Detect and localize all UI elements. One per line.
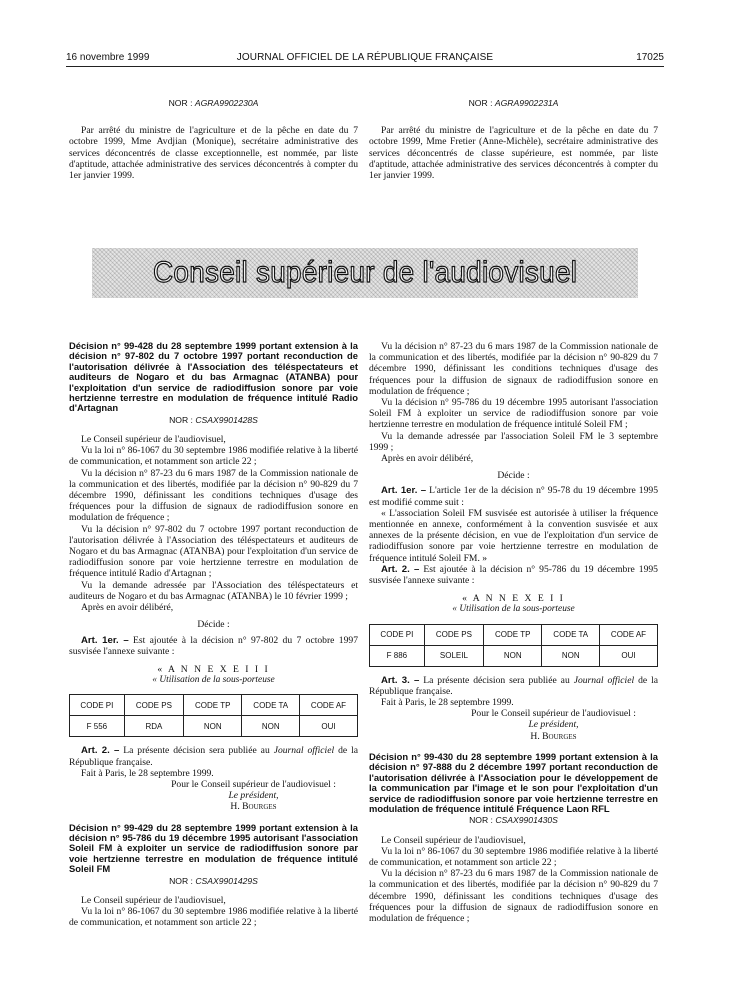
table-cell: SOLEIL — [424, 645, 483, 666]
article-2: Art. 2. – La présente décision sera publiée au Journal officiel de la République française. — [69, 745, 358, 768]
table-cell: NON — [184, 716, 242, 737]
article-1: Art. 1er. – Est ajoutée à la décision n° 97-802 du 7 octobre 1997 susvisée l'annexe suivante : — [69, 634, 358, 657]
nor-reference: NOR : AGRA9902231A — [468, 98, 559, 108]
article-2: Art. 2. – Est ajoutée à la décision n° 95-786 du 19 décembre 1995 susvisée l'annexe suivante : — [369, 563, 658, 587]
article-1: Art. 1er. – L'article 1er de la décision n° 95-78 du 19 décembre 1995 est modifié comme suit : — [369, 485, 658, 508]
table-header-cell: CODE TP — [184, 695, 242, 716]
decision-body — [69, 434, 358, 613]
decision-body — [69, 895, 358, 929]
top-left-block — [69, 98, 358, 181]
annexe-title: « A N N E X E I I I — [157, 663, 270, 675]
paragraph: Le Conseil supérieur de l'audiovisuel, — [81, 434, 226, 446]
table-cell: NON — [242, 716, 300, 737]
paragraph: Vu la loi n° 86-1067 du 30 septembre 1986 modifiée relative à la liberté de communication, et notamment son article 22 ; — [69, 905, 358, 929]
table-cell: OUI — [599, 645, 657, 666]
signature-block — [449, 708, 658, 742]
nor-reference: NOR : CSAX9901428S — [169, 414, 258, 425]
table-row — [70, 716, 358, 737]
top-right-block — [369, 98, 658, 181]
header-rule — [66, 66, 664, 67]
decision-body — [369, 341, 658, 464]
table-header-cell: CODE AF — [599, 624, 657, 645]
table-header-cell: CODE PS — [424, 624, 483, 645]
paragraph: Après en avoir délibéré, — [381, 453, 474, 465]
left-column — [69, 341, 358, 928]
table-header-cell: CODE PI — [370, 624, 425, 645]
nor-reference: NOR : CSAX9901430S — [469, 815, 558, 826]
annexe-table — [369, 624, 658, 667]
annexe-table — [69, 694, 358, 737]
paragraph: Après en avoir délibéré, — [81, 602, 174, 614]
table-cell: RDA — [124, 716, 183, 737]
paragraph: Vu la loi n° 86-1067 du 30 septembre 1986 modifiée relative à la liberté de communication, et notamment son article 22 ; — [369, 845, 658, 868]
paragraph: Vu la loi n° 86-1067 du 30 septembre 1986 modifiée relative à la liberté de communication, et notamment son article 22 ; — [69, 445, 358, 468]
decide-label: Décide : — [497, 470, 530, 482]
nor-reference: NOR : CSAX9901429S — [169, 875, 258, 886]
decision-body — [369, 835, 658, 925]
section-banner-title: Conseil supérieur de l'audiovisuel — [152, 256, 578, 289]
decision-title: Décision n° 99-430 du 28 septembre 1999 portant extension à la décision n° 97-888 du 2 décembre 1997 portant reconduction de l'autorisation délivrée à l'Association pour le développement de la communication par l'image et le son pour l'exploitation d'un service de radiodiffusion sonore par voie hertzienne terrestre en modulation de fréquence intitulé Fréquence Laon RFL — [369, 750, 658, 814]
paragraph: Vu la décision n° 87-23 du 6 mars 1987 de la Commission nationale de la communication et des libertés, modifiée par la décision n° 90-829 du 7 décembre 1990, définissant les conditions techniques d'usage des fréquences pour la diffusion de signaux de radiodiffusion sonore en modulation de fréquence ; — [69, 467, 358, 524]
header-journal-title: JOURNAL OFFICIEL DE LA RÉPUBLIQUE FRANÇAISE — [236, 52, 494, 63]
table-header-cell: CODE TA — [242, 695, 300, 716]
table-cell: OUI — [299, 716, 357, 737]
table-cell: F 886 — [370, 645, 425, 666]
nor-reference: NOR : AGRA9902230A — [168, 98, 259, 108]
table-header-cell: CODE AF — [299, 695, 357, 716]
table-header-cell: CODE PS — [124, 695, 183, 716]
annexe-title: « A N N E X E I I — [462, 593, 565, 605]
paragraph: Vu la décision n° 97-802 du 7 octobre 1997 portant reconduction de l'autorisation délivrée à l'Association des téléspectateurs et auditeurs de Nogaro et du bas Armagnac (ATANBA) pour l'exploitation d'un service de radiodiffusion sonore par voie hertzienne terrestre en modulation de fréquence intitulé Radio d'Artagnan ; — [69, 523, 358, 580]
signature-role: Le président, — [228, 790, 279, 802]
signature-name: H. Bourges — [230, 801, 277, 813]
article-3: Art. 3. – La présente décision sera publiée au Journal officiel de la République française. — [369, 674, 658, 697]
table-header-row — [370, 624, 658, 645]
table-cell: NON — [484, 645, 542, 666]
signature-for: Pour le Conseil supérieur de l'audiovisuel : — [171, 778, 336, 790]
table-header-cell: CODE TA — [542, 624, 600, 645]
paragraph: Le Conseil supérieur de l'audiovisuel, — [81, 894, 226, 906]
signature-name: H. Bourges — [530, 730, 577, 742]
paragraph: Vu la décision n° 87-23 du 6 mars 1987 de la Commission nationale de la communication et des libertés, modifiée par la décision n° 90-829 du 7 décembre 1990, définissant les conditions techniques d'usage des fréquences pour la diffusion de signaux de radiodiffusion sonore en modulation de fréquence ; — [369, 868, 658, 924]
table-header-row — [70, 695, 358, 716]
paragraph: Vu la demande adressée par l'Association des téléspectateurs et auditeurs de Nogaro et du bas Armagnac (ATANBA) le 10 février 1999 ; — [69, 579, 358, 602]
annexe-subtitle: « Utilisation de la sous-porteuse — [452, 604, 575, 615]
signature-role: Le président, — [528, 719, 579, 731]
right-column — [369, 341, 658, 924]
signature-block — [149, 779, 358, 813]
article-1-quote: « L'association Soleil FM susvisée est autorisée à utiliser la fréquence mentionnée en annexe, conformément à la convention susvisée et aux annexes de la présente décision, en vue de l'exploitation d'un service de radiodiffusion sonore par voie hertzienne terrestre en modulation de fréquence intitulé Soleil FM. » — [369, 507, 658, 564]
paragraph: Vu la décision n° 95-786 du 19 décembre 1995 autorisant l'association Soleil FM à exploiter un service de radiodiffusion sonore par voie hertzienne terrestre en modulation de fréquence intitulé Soleil FM ; — [369, 397, 658, 431]
decide-label: Décide : — [197, 619, 230, 631]
paragraph: Vu la demande adressée par l'association Soleil FM le 3 septembre 1999 ; — [369, 430, 658, 453]
table-cell: NON — [542, 645, 600, 666]
paragraph: Vu la décision n° 87-23 du 6 mars 1987 de la Commission nationale de la communication et des libertés, modifiée par la décision n° 90-829 du 7 décembre 1990, définissant les conditions techniques d'usage des fréquences pour la diffusion de signaux de radiodiffusion sonore en modulation de fréquence ; — [369, 341, 658, 397]
arrete-text: Par arrêté du ministre de l'agriculture et de la pêche en date du 7 octobre 1999, Mme Avdjian (Monique), secrétaire administrative des services déconcentrés de classe exceptionnelle, est nommée, par liste d'aptitude, attachée administrative des services déconcentrés à compter du 1er janvier 1999. — [69, 125, 358, 182]
annexe-subtitle: « Utilisation de la sous-porteuse — [152, 675, 275, 686]
header-date: 16 novembre 1999 — [66, 52, 150, 63]
table-row — [370, 645, 658, 666]
section-banner — [92, 248, 638, 298]
table-cell: F 556 — [70, 716, 125, 737]
arrete-text: Par arrêté du ministre de l'agriculture et de la pêche en date du 7 octobre 1999, Mme Fretier (Anne-Michèle), secrétaire administrative des services déconcentrés de classe supérieure, est nommée, par liste d'aptitude, attachée administrative des services déconcentrés à compter du 1er janvier 1999. — [369, 125, 658, 182]
done-at: Fait à Paris, le 28 septembre 1999. — [81, 767, 214, 779]
table-header-cell: CODE PI — [70, 695, 125, 716]
table-header-cell: CODE TP — [484, 624, 542, 645]
done-at: Fait à Paris, le 28 septembre 1999. — [381, 697, 514, 709]
decision-title: Décision n° 99-429 du 28 septembre 1999 portant extension à la décision n° 95-786 du 19 décembre 1995 autorisant l'association Soleil FM à exploiter un service de radiodiffusion sonore par voie hertzienne terrestre en modulation de fréquence intitulé Soleil FM — [69, 821, 358, 875]
decision-title: Décision n° 99-428 du 28 septembre 1999 portant extension à la décision n° 97-802 du 7 octobre 1997 portant reconduction de l'autorisation délivrée à l'Association des téléspectateurs et auditeurs de Nogaro et du bas Armagnac (ATANBA) pour l'exploitation d'un service de radiodiffusion sonore par voie hertzienne terrestre en modulation de fréquence intitulé Radio d'Artagnan — [69, 340, 358, 414]
header-page-number: 17025 — [636, 52, 664, 63]
paragraph: Le Conseil supérieur de l'audiovisuel, — [381, 834, 526, 846]
signature-for: Pour le Conseil supérieur de l'audiovisuel : — [471, 708, 636, 720]
